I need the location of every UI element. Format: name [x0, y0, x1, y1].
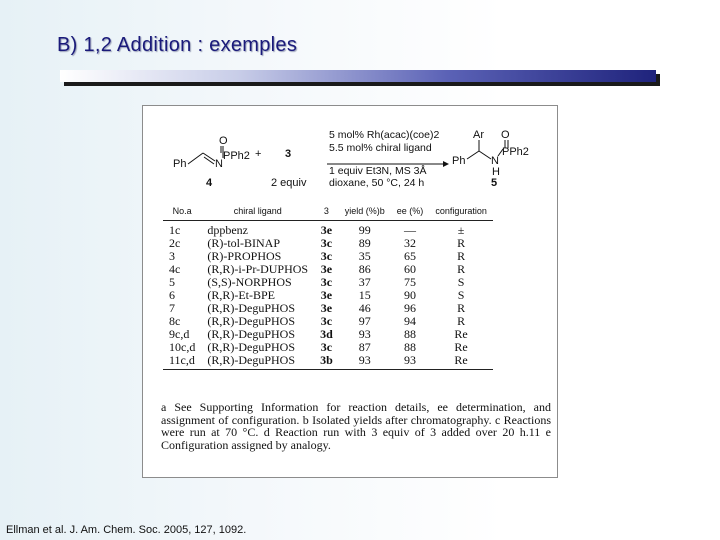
cell-ee: 93: [391, 354, 430, 370]
cell-config: S: [457, 275, 465, 289]
condition-line-2: 5.5 mol% chiral ligand: [329, 142, 432, 154]
cell-no: 8c: [169, 314, 181, 328]
product-o-label: O: [501, 129, 510, 141]
cell-yield: 37: [358, 275, 371, 289]
cell-ligand: (R,R)-DeguPHOS: [207, 301, 295, 315]
cell-no: 1c: [169, 223, 181, 237]
cell-ligand: (R,R)-DeguPHOS: [201, 354, 314, 370]
product-ph-label: Ph: [452, 155, 466, 167]
cell-no: 9c,d: [169, 327, 190, 341]
product-h-label: H: [492, 166, 500, 178]
cell-reagent: 3c: [320, 249, 333, 263]
header-chiral-ligand: chiral ligand: [201, 206, 314, 221]
cell-no: 2c: [169, 236, 181, 250]
cell-reagent: 3c: [320, 236, 333, 250]
reaction-scheme: [143, 106, 559, 201]
header-reagent: 3: [314, 206, 339, 221]
cell-ligand: (S,S)-NORPHOS: [207, 275, 292, 289]
header-configuration: configuration: [429, 206, 493, 221]
cell-config: R: [457, 262, 466, 276]
reactant-n-label: N: [215, 158, 223, 170]
condition-line-1: 5 mol% Rh(acac)(coe)2: [329, 129, 440, 141]
cell-ligand: (R,R)-DeguPHOS: [207, 340, 295, 354]
table-row: [163, 221, 493, 238]
cell-yield: 97: [358, 314, 371, 328]
cell-ee: 96: [404, 301, 417, 315]
cell-ee: 88: [404, 327, 417, 341]
cell-yield: 99: [358, 223, 371, 237]
cell-config: Re: [454, 340, 468, 354]
product-number-label: 5: [491, 177, 498, 189]
cell-yield: 35: [358, 249, 371, 263]
cell-no: 7: [169, 301, 175, 315]
cell-no: 5: [169, 275, 175, 289]
reagent-number-label: 3: [285, 148, 292, 160]
cell-ligand: (R,R)-DeguPHOS: [207, 314, 295, 328]
cell-reagent: 3e: [320, 262, 333, 276]
table-footnotes: a See Supporting Information for reaction details, ee determination, and assignment of configuration. b Isolated yields after chromatography. c Reactions were run at 70 °C. d Reaction run with 3 equiv of 3 added over 20 h.11 e Configuration assigned by analogy.: [161, 400, 551, 452]
cell-ee: 65: [404, 249, 417, 263]
table-header-row: [163, 206, 493, 221]
cell-config: Re: [429, 354, 493, 370]
cell-ee: 88: [404, 340, 417, 354]
cell-no: 11c,d: [163, 354, 201, 370]
reactant-ph-label: Ph: [173, 158, 187, 170]
cell-yield: 15: [358, 288, 371, 302]
cell-ligand: (R)-PROPHOS: [207, 249, 282, 263]
cell-yield: 93: [358, 327, 371, 341]
product-ar-label: Ar: [473, 129, 484, 141]
reactant-number-label: 4: [206, 177, 213, 189]
cell-reagent: 3e: [320, 301, 333, 315]
cell-ligand: (R,R)-DeguPHOS: [207, 327, 295, 341]
plus-sign: +: [255, 148, 262, 160]
product-n-label: N: [491, 155, 499, 167]
title-underline-bar: [60, 70, 656, 82]
cell-ligand: (R,R)-i-Pr-DUPHOS: [207, 262, 309, 276]
table-body: [163, 221, 493, 370]
header-no: No.a: [163, 206, 201, 221]
cell-yield: 87: [358, 340, 371, 354]
results-table: [163, 206, 493, 370]
cell-config: R: [457, 301, 466, 315]
slide-title: B) 1,2 Addition : exemples: [57, 34, 298, 56]
reactant-o-label: O: [219, 135, 228, 147]
cell-config: R: [457, 249, 466, 263]
cell-yield: 93: [339, 354, 391, 370]
cell-reagent: 3d: [320, 327, 333, 341]
cell-config: S: [457, 288, 465, 302]
cell-yield: 89: [358, 236, 371, 250]
cell-ee: 60: [404, 262, 417, 276]
cell-ligand: dppbenz: [207, 223, 248, 237]
cell-reagent: 3e: [320, 223, 333, 237]
cell-ee: 90: [404, 288, 417, 302]
cell-ee: 94: [404, 314, 417, 328]
cell-no: 6: [169, 288, 175, 302]
cell-config: R: [457, 314, 466, 328]
reactant-pph2-label: PPh2: [223, 150, 250, 162]
reaction-figure: [142, 105, 558, 478]
cell-no: 3: [169, 249, 175, 263]
cell-ee: 75: [404, 275, 417, 289]
cell-ee: 32: [404, 236, 417, 250]
header-yield: yield (%)b: [339, 206, 391, 221]
cell-reagent: 3c: [320, 314, 333, 328]
cell-no: 4c: [169, 262, 181, 276]
table-row: [163, 354, 493, 370]
equiv-label: 2 equiv: [271, 177, 307, 189]
cell-reagent: 3c: [320, 340, 333, 354]
header-ee: ee (%): [391, 206, 430, 221]
cell-ee: —: [404, 223, 417, 237]
product-pph2-label: PPh2: [502, 146, 529, 158]
cell-reagent: 3c: [320, 275, 333, 289]
cell-reagent: 3b: [314, 354, 339, 370]
cell-no: 10c,d: [169, 340, 196, 354]
cell-yield: 46: [358, 301, 371, 315]
cell-yield: 86: [358, 262, 371, 276]
cell-config: R: [457, 236, 466, 250]
condition-line-3: 1 equiv Et3N, MS 3Å: [329, 165, 427, 177]
cell-reagent: 3e: [320, 288, 333, 302]
cell-ligand: (R,R)-Et-BPE: [207, 288, 275, 302]
cell-config: ±: [457, 223, 465, 237]
citation: Ellman et al. J. Am. Chem. Soc. 2005, 127, 1092.: [6, 524, 247, 536]
cell-config: Re: [454, 327, 468, 341]
condition-line-4: dioxane, 50 °C, 24 h: [329, 177, 425, 189]
cell-ligand: (R)-tol-BINAP: [207, 236, 280, 250]
